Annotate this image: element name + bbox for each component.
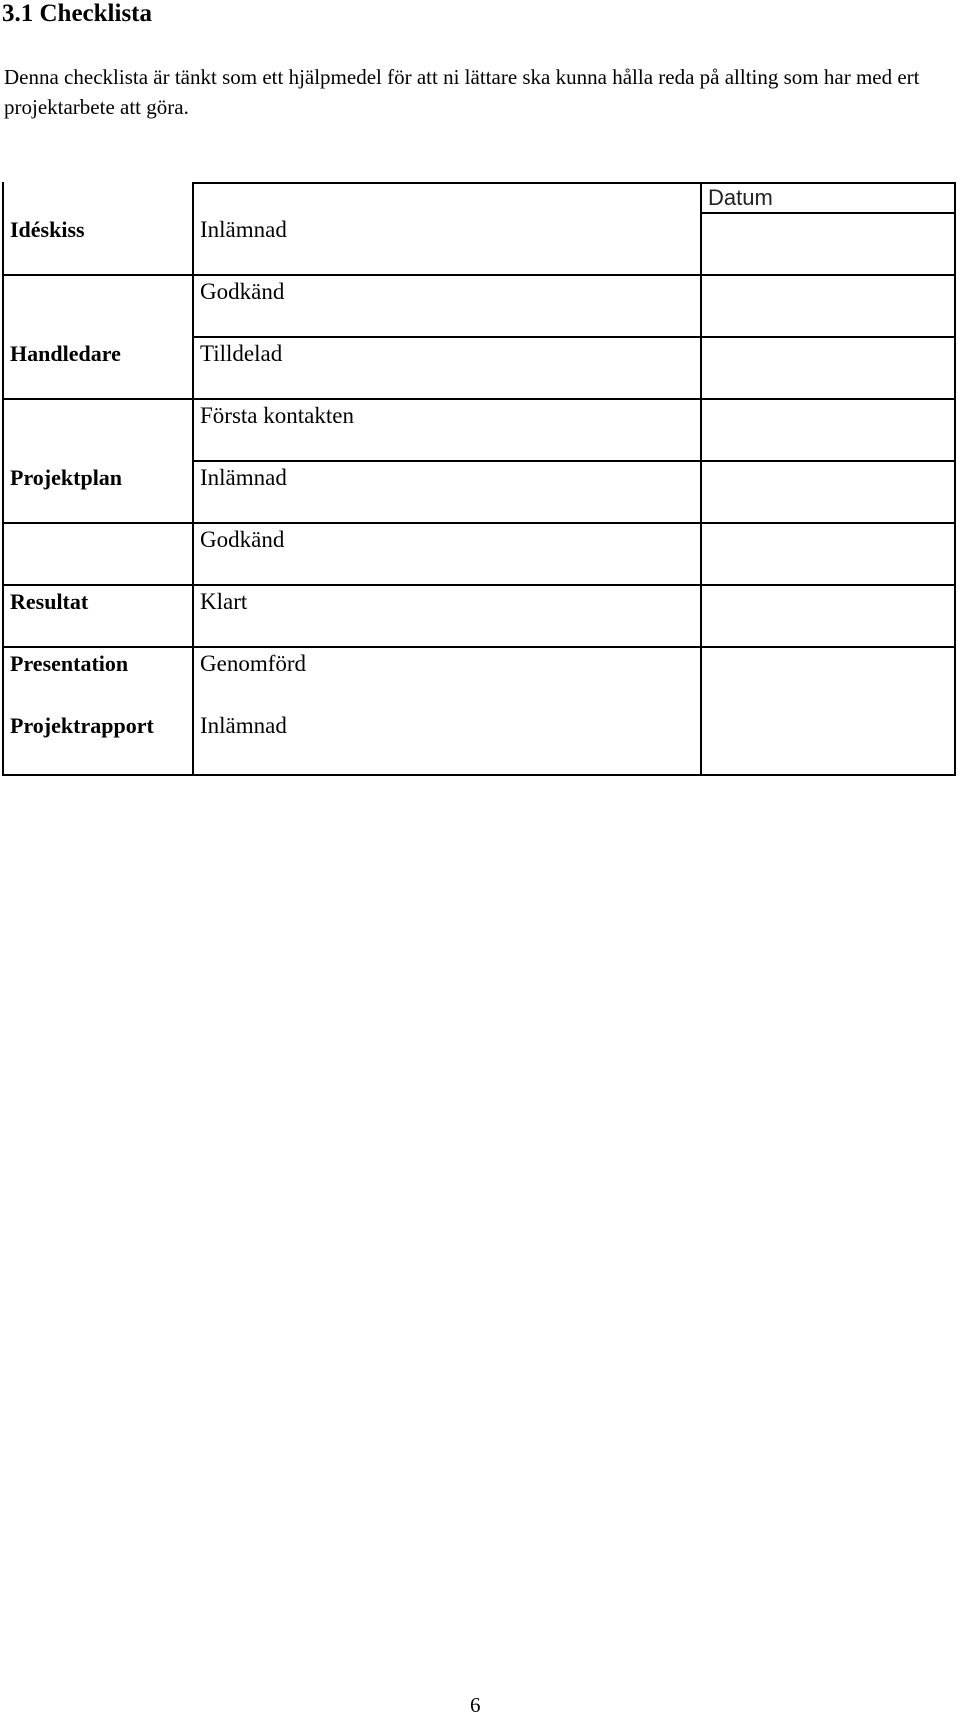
row-label: Resultat (10, 589, 89, 614)
date-column-header: Datum (708, 185, 773, 210)
row-divider (192, 336, 956, 338)
intro-paragraph: Denna checklista är tänkt som ett hjälpmedel för att ni lättare ska kunna hålla reda på allting som har med ert projektarbete att göra. (4, 65, 920, 119)
date-cell[interactable] (708, 528, 948, 552)
date-header-divider (700, 212, 956, 214)
row-divider (2, 398, 956, 400)
row-divider (2, 274, 956, 276)
page-number: 6 (470, 1693, 481, 1717)
row-label: Projektplan (10, 465, 123, 490)
step-label: Tilldelad (200, 341, 283, 366)
date-cell[interactable] (708, 280, 948, 304)
table-border-left (2, 182, 4, 776)
step-label: Första kontakten (200, 403, 354, 428)
table-border-right (954, 182, 956, 776)
row-divider (2, 646, 956, 648)
row-divider (2, 584, 956, 586)
step-label: Genomförd (200, 651, 307, 676)
row-label: Presentation (10, 651, 129, 676)
step-label: Klart (200, 589, 248, 614)
date-cell[interactable] (708, 404, 948, 428)
date-cell[interactable] (708, 714, 948, 738)
date-cell[interactable] (708, 218, 948, 242)
column-divider (192, 182, 194, 776)
step-label: Inlämnad (200, 713, 287, 738)
section-heading: 3.1 Checklista (2, 0, 152, 27)
step-label: Godkänd (200, 279, 285, 304)
date-cell[interactable] (708, 466, 948, 490)
step-label: Inlämnad (200, 465, 287, 490)
date-cell[interactable] (708, 590, 948, 614)
table-border-top (192, 182, 956, 184)
row-divider (2, 522, 956, 524)
row-label: Projektrapport (10, 713, 154, 738)
table-border-bottom (2, 774, 956, 776)
date-cell[interactable] (708, 342, 948, 366)
checklist-table (2, 182, 956, 776)
row-label: Idéskiss (10, 217, 85, 242)
date-cell[interactable] (708, 652, 948, 676)
row-divider (192, 460, 956, 462)
row-label: Handledare (10, 341, 121, 366)
step-label: Godkänd (200, 527, 285, 552)
column-divider (700, 182, 702, 776)
step-label: Inlämnad (200, 217, 287, 242)
